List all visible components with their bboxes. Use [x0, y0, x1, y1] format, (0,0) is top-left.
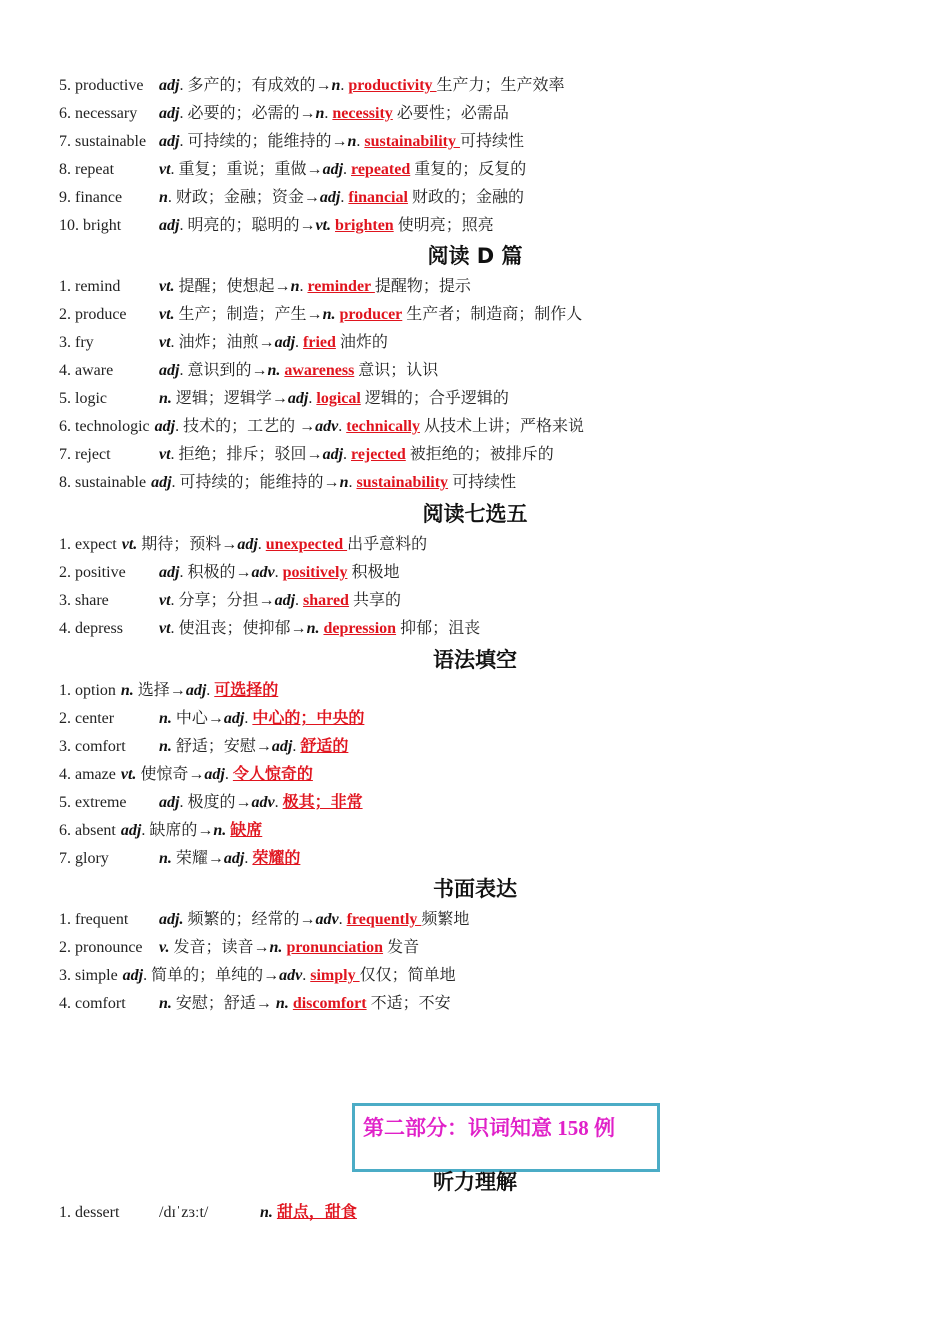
- vocab-entry: [59, 789, 363, 817]
- derived-meaning: 抑郁；沮丧: [396, 620, 481, 637]
- meaning: . 缺席的→: [141, 822, 214, 839]
- derived-part-of-speech: adj: [271, 738, 293, 755]
- answer-word: shared: [303, 592, 349, 609]
- headword: 10. bright: [59, 217, 122, 234]
- part-of-speech: n.: [120, 682, 134, 699]
- part-of-speech: vt: [159, 446, 171, 463]
- part-of-speech: adj: [159, 217, 180, 234]
- vocab-entry: [59, 301, 582, 329]
- part-of-speech: vt: [159, 161, 171, 178]
- meaning: 提醒；使想起→: [174, 278, 291, 295]
- meaning: . 意识到的→: [179, 362, 268, 379]
- answer-word: reminder: [307, 278, 375, 295]
- part-of-speech: adj: [159, 105, 180, 122]
- answer-word: 甜点，甜食: [276, 1204, 357, 1221]
- vocab-entry: [59, 72, 565, 100]
- answer-word: 舒适的: [300, 738, 349, 755]
- part-of-speech: n.: [159, 738, 172, 755]
- answer-word: necessity: [332, 105, 393, 122]
- vocab-entry: [59, 677, 278, 705]
- meaning: 中心→: [171, 710, 224, 727]
- meaning: . 拒绝；排斥；驳回→: [170, 446, 323, 463]
- vocab-entry: [59, 329, 388, 357]
- derived-meaning: 必要性；必需品: [392, 105, 509, 122]
- meaning: . 技术的；工艺的 →: [175, 418, 316, 435]
- vocab-entry: [59, 559, 399, 587]
- headword: 2. positive: [59, 564, 126, 581]
- answer-word: awareness: [284, 362, 355, 379]
- derived-part-of-speech: n.: [322, 306, 336, 323]
- headword: 7. reject: [59, 446, 111, 463]
- section-heading: 书面表达: [433, 877, 517, 901]
- headword: 8. sustainable: [59, 474, 147, 491]
- derived-meaning: 频繁地: [421, 911, 470, 928]
- vocab-entry: [59, 184, 524, 212]
- derived-meaning: 提醒物；提示: [374, 278, 471, 295]
- headword: 5. extreme: [59, 794, 127, 811]
- vocab-entry: [59, 441, 554, 469]
- vocab-entry: [59, 100, 509, 128]
- headword: 3. comfort: [59, 738, 126, 755]
- meaning: . 可持续的；能维持的→: [179, 133, 348, 150]
- answer-word: pronunciation: [286, 939, 384, 956]
- separator: .: [244, 710, 253, 727]
- vocab-entry: [59, 212, 494, 240]
- headword: 5. productive: [59, 77, 144, 94]
- derived-meaning: 被拒绝的；被排斥的: [405, 446, 554, 463]
- derived-part-of-speech: adj: [223, 850, 245, 867]
- part-of-speech: vt.: [121, 536, 138, 553]
- derived-part-of-speech: n: [339, 474, 349, 491]
- meaning: 使惊奇→: [136, 766, 205, 783]
- headword: 1. frequent: [59, 911, 129, 928]
- answer-word: 缺席: [230, 822, 263, 839]
- derived-part-of-speech: adj: [322, 161, 344, 178]
- vocab-entry: [59, 357, 438, 385]
- derived-part-of-speech: n: [347, 133, 357, 150]
- derived-part-of-speech: n.: [306, 620, 320, 637]
- headword: 3. simple: [59, 967, 118, 984]
- separator: .: [257, 536, 266, 553]
- separator: .: [206, 682, 215, 699]
- headword: 1. expect: [59, 536, 117, 553]
- part-of-speech: vt: [159, 334, 171, 351]
- derived-meaning: 不适；不安: [366, 995, 451, 1012]
- derived-part-of-speech: n.: [260, 1204, 273, 1221]
- part-of-speech: adj: [120, 822, 142, 839]
- answer-word: financial: [348, 189, 408, 206]
- derived-part-of-speech: adj: [237, 536, 258, 553]
- answer-word: 令人惊奇的: [232, 766, 313, 783]
- vocab-entry: [59, 845, 300, 873]
- vocab-entry: [59, 587, 401, 615]
- vocab-entry: [59, 469, 516, 497]
- meaning: . 必要的；必需的→: [179, 105, 316, 122]
- headword: 2. produce: [59, 306, 127, 323]
- headword: 1. dessert: [59, 1204, 120, 1221]
- part-of-speech: n: [159, 189, 168, 206]
- derived-part-of-speech: adj: [322, 446, 344, 463]
- derived-meaning: 可持续性: [459, 133, 524, 150]
- part-of-speech: adj: [159, 362, 180, 379]
- derived-part-of-speech: vt.: [315, 217, 332, 234]
- separator: .: [274, 564, 283, 581]
- meaning: . 油炸；油煎→: [170, 334, 275, 351]
- derived-part-of-speech: adv: [315, 911, 339, 928]
- meaning: 频繁的；经常的→: [183, 911, 316, 928]
- vocab-entry: [59, 615, 480, 643]
- derived-part-of-speech: adv: [279, 967, 303, 984]
- headword: 7. sustainable: [59, 133, 147, 150]
- meaning: . 分享；分担→: [170, 592, 275, 609]
- vocab-entry: [59, 705, 364, 733]
- answer-word: brighten: [335, 217, 394, 234]
- answer-word: unexpected: [265, 536, 348, 553]
- separator: .: [338, 911, 347, 928]
- answer-word: productivity: [348, 77, 437, 94]
- answer-word: simply: [310, 967, 360, 984]
- derived-meaning: 使明亮；照亮: [393, 217, 494, 234]
- headword: 7. glory: [59, 850, 109, 867]
- headword: 6. technologic: [59, 418, 150, 435]
- meaning: 舒适；安慰→: [171, 738, 272, 755]
- separator: .: [295, 334, 304, 351]
- separator: .: [274, 794, 283, 811]
- derived-part-of-speech: adj: [223, 710, 245, 727]
- answer-word: discomfort: [292, 995, 367, 1012]
- separator: .: [244, 850, 253, 867]
- separator: .: [356, 133, 365, 150]
- separator: .: [340, 77, 349, 94]
- part-of-speech: vt: [159, 620, 171, 637]
- section-heading: 语法填空: [433, 648, 517, 672]
- answer-word: sustainability: [356, 474, 449, 491]
- section-heading: 听力理解: [433, 1170, 517, 1194]
- derived-meaning: 从技术上讲；严格来说: [419, 418, 584, 435]
- answer-word: repeated: [351, 161, 411, 178]
- meaning: 安慰；舒适→: [171, 995, 276, 1012]
- derived-meaning: 出乎意料的: [347, 536, 428, 553]
- answer-word: fried: [303, 334, 336, 351]
- answer-word: rejected: [351, 446, 406, 463]
- answer-word: technically: [346, 418, 420, 435]
- headword: 4. amaze: [59, 766, 116, 783]
- derived-meaning: 生产力；生产效率: [436, 77, 565, 94]
- answer-word: sustainability: [364, 133, 460, 150]
- vocab-entry: [59, 733, 348, 761]
- separator: .: [343, 446, 352, 463]
- vocab-entry: [59, 934, 419, 962]
- part-of-speech: adj: [122, 967, 144, 984]
- section-heading: 阅读七选五: [422, 502, 528, 526]
- derived-meaning: 积极地: [347, 564, 400, 581]
- separator: .: [302, 967, 311, 984]
- part-of-speech: adj.: [159, 911, 184, 928]
- phonetic: /dɪˈzɜːt/: [159, 1204, 209, 1221]
- answer-word: 中心的；中央的: [252, 710, 365, 727]
- meaning: 期待；预料→: [137, 536, 238, 553]
- separator: .: [348, 474, 357, 491]
- meaning: 选择→: [133, 682, 186, 699]
- meaning: . 积极的→: [179, 564, 252, 581]
- vocab-entry: [59, 817, 262, 845]
- separator: .: [308, 390, 317, 407]
- answer-word: frequently: [346, 911, 422, 928]
- part-of-speech: n.: [159, 850, 172, 867]
- derived-part-of-speech: adj: [274, 334, 296, 351]
- part-of-speech: vt.: [159, 278, 175, 295]
- separator: .: [338, 418, 347, 435]
- part-of-speech: vt.: [159, 306, 175, 323]
- part-of-speech: adj: [159, 77, 180, 94]
- part-of-speech: adj: [159, 564, 180, 581]
- derived-meaning: 仅仅；简单地: [359, 967, 456, 984]
- derived-meaning: 共享的: [348, 592, 401, 609]
- meaning: . 使沮丧；使抑郁→: [170, 620, 307, 637]
- headword: 1. option: [59, 682, 116, 699]
- headword: 8. repeat: [59, 161, 115, 178]
- part-of-speech: adj: [154, 418, 176, 435]
- headword: 6. absent: [59, 822, 116, 839]
- separator: .: [292, 738, 301, 755]
- headword: 3. share: [59, 592, 109, 609]
- vocab-entry: [59, 990, 451, 1018]
- derived-part-of-speech: n: [290, 278, 300, 295]
- vocab-entry: [59, 128, 524, 156]
- part-of-speech: adj: [151, 474, 172, 491]
- derived-meaning: 可持续性: [448, 474, 517, 491]
- meaning: . 可持续的；能维持的→: [171, 474, 340, 491]
- vocab-entry: [59, 962, 456, 990]
- derived-part-of-speech: adj: [274, 592, 296, 609]
- meaning: . 简单的；单纯的→: [143, 967, 280, 984]
- derived-part-of-speech: adv: [251, 564, 275, 581]
- answer-word: 荣耀的: [252, 850, 301, 867]
- part-of-speech: adj: [159, 133, 180, 150]
- part-of-speech: n.: [159, 710, 172, 727]
- headword: 6. necessary: [59, 105, 138, 122]
- vocab-entry: [59, 1199, 357, 1227]
- part-of-speech: v.: [159, 939, 170, 956]
- separator: .: [224, 766, 233, 783]
- derived-part-of-speech: adj: [287, 390, 309, 407]
- derived-part-of-speech: adv: [251, 794, 275, 811]
- vocab-entry: [59, 385, 509, 413]
- meaning: . 多产的；有成效的→: [179, 77, 332, 94]
- vocab-entry: [59, 273, 471, 301]
- answer-word: 极其；非常: [282, 794, 363, 811]
- meaning: 逻辑；逻辑学→: [171, 390, 288, 407]
- derived-meaning: 油炸的: [335, 334, 388, 351]
- headword: 5. logic: [59, 390, 107, 407]
- part-of-speech: vt: [159, 592, 171, 609]
- vocab-entry: [59, 413, 584, 441]
- section-heading: 阅读 D 篇: [427, 244, 523, 268]
- part-of-speech: n.: [159, 995, 172, 1012]
- derived-meaning: 财政的；金融的: [407, 189, 524, 206]
- derived-part-of-speech: n: [315, 105, 325, 122]
- meaning: 荣耀→: [171, 850, 224, 867]
- derived-part-of-speech: adj: [185, 682, 207, 699]
- headword: 3. fry: [59, 334, 94, 351]
- vocab-entry: [59, 761, 313, 789]
- answer-word: depression: [323, 620, 397, 637]
- derived-meaning: 发音: [383, 939, 420, 956]
- headword: 2. center: [59, 710, 115, 727]
- headword: 2. pronounce: [59, 939, 143, 956]
- meaning: . 财政；金融；资金→: [167, 189, 320, 206]
- part-two-title: 第二部分：识词知意 158 例: [363, 1116, 615, 1140]
- separator: .: [295, 592, 304, 609]
- derived-part-of-speech: n.: [269, 939, 283, 956]
- derived-part-of-speech: adj: [204, 766, 225, 783]
- derived-meaning: 意识；认识: [354, 362, 439, 379]
- vocab-entry: [59, 906, 469, 934]
- answer-word: 可选择的: [214, 682, 279, 699]
- vocab-entry: [59, 531, 427, 559]
- separator: .: [340, 189, 349, 206]
- meaning: 生产；制造；产生→: [174, 306, 323, 323]
- derived-part-of-speech: n.: [213, 822, 227, 839]
- meaning: . 明亮的；聪明的→: [179, 217, 316, 234]
- part-two-title-box: [352, 1103, 660, 1172]
- answer-word: producer: [339, 306, 403, 323]
- separator: .: [299, 278, 308, 295]
- headword: 4. aware: [59, 362, 114, 379]
- derived-part-of-speech: adv: [315, 418, 339, 435]
- answer-word: logical: [316, 390, 361, 407]
- headword: 9. finance: [59, 189, 123, 206]
- derived-part-of-speech: n.: [275, 995, 289, 1012]
- meaning: . 重复；重说；重做→: [170, 161, 323, 178]
- derived-meaning: 生产者；制造商；制作人: [402, 306, 583, 323]
- meaning: . 极度的→: [179, 794, 252, 811]
- headword: 4. comfort: [59, 995, 126, 1012]
- part-of-speech: n.: [159, 390, 172, 407]
- headword: 1. remind: [59, 278, 121, 295]
- derived-part-of-speech: n.: [267, 362, 281, 379]
- derived-meaning: 重复的；反复的: [410, 161, 527, 178]
- meaning: 发音；读音→: [169, 939, 270, 956]
- derived-meaning: 逻辑的；合乎逻辑的: [360, 390, 509, 407]
- separator: .: [343, 161, 352, 178]
- headword: 4. depress: [59, 620, 123, 637]
- vocab-entry: [59, 156, 526, 184]
- part-of-speech: adj: [159, 794, 180, 811]
- answer-word: positively: [282, 564, 348, 581]
- part-of-speech: vt.: [120, 766, 137, 783]
- separator: .: [324, 105, 333, 122]
- derived-part-of-speech: adj: [319, 189, 341, 206]
- derived-part-of-speech: n: [331, 77, 341, 94]
